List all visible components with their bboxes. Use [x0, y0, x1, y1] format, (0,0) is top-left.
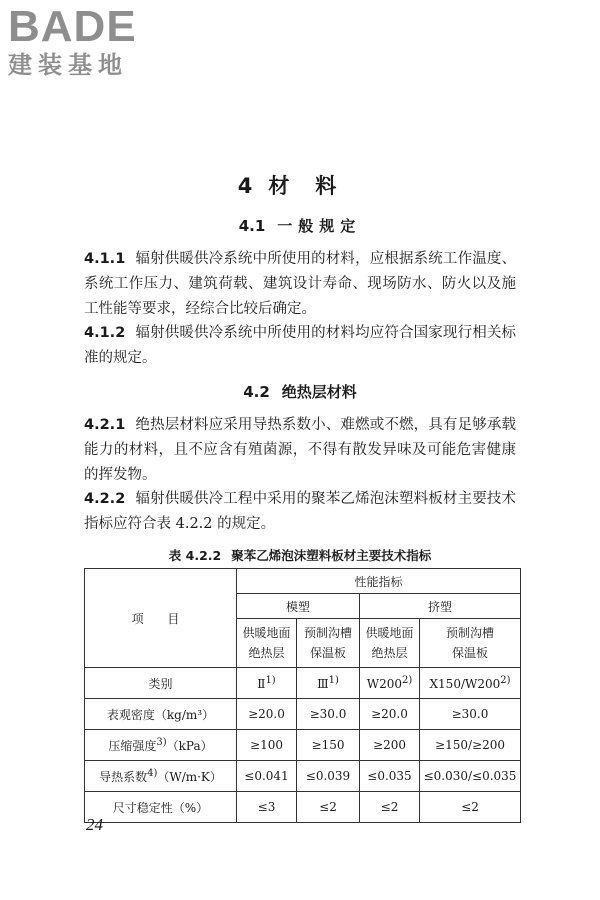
cell-value: ≤2 [319, 800, 337, 814]
publisher-logo [8, 4, 178, 80]
value-cell [360, 761, 420, 792]
sub-header-cell [420, 619, 521, 668]
clause-text: 辐射供暖供冷工程中采用的聚苯乙烯泡沫塑料板材主要技术指标应符合表 4.2.2 的规定。 [84, 491, 516, 532]
row-label-cell [85, 792, 237, 823]
sub-header-line: 预制沟槽 [446, 626, 495, 640]
value-cell [237, 792, 297, 823]
value-cell [360, 668, 420, 699]
cell-value: Ⅲ [317, 677, 329, 691]
clause-number: 4.2.1 [84, 417, 126, 433]
value-cell [237, 668, 297, 699]
logo-subtitle: 建装基地 [8, 51, 128, 79]
clause-text: 绝热层材料应采用导热系数小、难燃或不燃，具有足够承载能力的材料，且不应含有殖菌源，不得有散发异味及可能危害健康的挥发物。 [84, 417, 516, 483]
row-unit: （kPa） [166, 738, 213, 753]
clause-text: 辐射供暖供冷系统中所使用的材料，应根据系统工作温度、系统工作压力、建筑荷载、建筑设计寿命、现场防水、防火以及施工性能等要求，经综合比较后确定。 [84, 251, 516, 317]
table-row [85, 792, 521, 823]
section-heading-4-1 [0, 215, 600, 236]
value-cell [360, 792, 420, 823]
row-unit: （W/m·K） [157, 769, 222, 784]
group-header: 模塑 [285, 599, 310, 614]
clause-4-2-2 [84, 487, 516, 537]
row-label: 表观密度 [106, 707, 155, 722]
cell-value: ≥30.0 [451, 707, 489, 721]
sub-header-line: 供暖地面 [242, 626, 291, 640]
sub-header-line: 预制沟槽 [303, 626, 352, 640]
value-cell [297, 668, 360, 699]
value-cell [237, 730, 297, 761]
value-cell [360, 699, 420, 730]
cell-value: ≤0.030/≤0.035 [423, 769, 517, 783]
clause-4-1-1 [84, 247, 516, 322]
section-number: 4.1 [238, 217, 266, 235]
section-number: 4.2 [243, 383, 270, 401]
sub-header-line: 供暖地面 [365, 626, 414, 640]
cell-value: ≤0.039 [305, 769, 351, 783]
clause-4-1-2 [84, 321, 516, 371]
row-label: 尺寸稳定性 [112, 800, 173, 815]
value-cell [297, 730, 360, 761]
cell-value: ≥200 [373, 738, 406, 752]
section-heading-4-2 [0, 381, 600, 402]
row-label: 导热系数 [99, 769, 148, 784]
row-label-cell [85, 699, 237, 730]
cell-value: ≥20.0 [371, 707, 408, 721]
row-label-cell [85, 730, 237, 761]
group-header: 挤塑 [428, 599, 453, 614]
group-header-cell [360, 594, 521, 619]
perf-header: 性能指标 [354, 574, 403, 589]
sub-header-line: 绝热层 [371, 646, 408, 660]
table-caption [0, 546, 600, 564]
value-cell [237, 761, 297, 792]
item-header: 项 目 [131, 611, 190, 626]
table-row [85, 699, 521, 730]
sub-header-cell [237, 619, 297, 668]
value-cell [297, 792, 360, 823]
clause-text: 辐射供暖供冷系统中所使用的材料均应符合国家现行相关标准的规定。 [84, 325, 516, 366]
cell-value: ≤0.041 [244, 769, 289, 783]
clause-4-2-1 [84, 413, 516, 488]
group-header-cell [237, 594, 360, 619]
value-cell [420, 730, 521, 761]
footnote-ref: 2) [401, 675, 413, 686]
row-label-cell [85, 761, 237, 792]
clause-number: 4.1.2 [84, 325, 126, 341]
row-label: 压缩强度 [108, 738, 157, 753]
value-cell [420, 792, 521, 823]
cell-value: ≤2 [461, 800, 479, 814]
clause-number: 4.2.2 [84, 491, 126, 507]
row-unit: （kg/m³） [154, 707, 215, 722]
table-title: 聚苯乙烯泡沫塑料板材主要技术指标 [231, 548, 432, 563]
footnote-ref: 3) [156, 736, 167, 748]
cell-value: X150/W200 [429, 677, 501, 691]
sub-header-cell [297, 619, 360, 668]
footnote-ref: 2) [500, 675, 511, 686]
table-row [85, 730, 521, 761]
value-cell [420, 761, 521, 792]
cell-value: ≥150 [311, 738, 345, 752]
chapter-title: 材料 [268, 174, 363, 198]
row-label: 类别 [148, 676, 173, 691]
sub-header-line: 绝热层 [248, 646, 285, 660]
row-label-cell [85, 668, 237, 699]
cell-value: ≤0.035 [367, 769, 412, 783]
value-cell [420, 699, 521, 730]
spec-table [84, 568, 521, 823]
item-header-cell [85, 569, 237, 668]
cell-value: W200 [366, 677, 402, 691]
logo-wordmark: BADE [8, 2, 137, 51]
cell-value: ≥150/≥200 [435, 738, 505, 752]
cell-value: Ⅱ [257, 677, 266, 691]
perf-header-cell [237, 569, 521, 594]
value-cell [237, 699, 297, 730]
table-row [85, 761, 521, 792]
value-cell [297, 761, 360, 792]
footnote-ref: 1) [265, 675, 276, 686]
row-unit: （%） [172, 800, 209, 815]
table-header-row [85, 569, 521, 594]
cell-value: ≥30.0 [309, 707, 347, 721]
cell-value: ≤3 [257, 800, 276, 814]
value-cell [297, 699, 360, 730]
sub-header-line: 保温板 [309, 646, 346, 660]
sub-header-cell [360, 619, 420, 668]
footnote-ref: 1) [328, 675, 339, 686]
section-title: 绝热层材料 [281, 383, 357, 401]
value-cell [420, 668, 521, 699]
cell-value: ≤2 [380, 800, 399, 814]
sub-header-line: 保温板 [452, 646, 489, 660]
value-cell [360, 730, 420, 761]
cell-value: ≥100 [250, 738, 283, 752]
chapter-number: 4 [237, 174, 255, 198]
chapter-heading [0, 170, 600, 200]
table-number: 表 4.2.2 [168, 548, 222, 563]
footnote-ref: 4) [147, 767, 158, 779]
cell-value: ≥20.0 [248, 707, 285, 721]
section-title: 一般规定 [277, 217, 362, 235]
table-row [85, 668, 521, 699]
page-number: 24 [86, 815, 103, 834]
clause-number: 4.1.1 [84, 251, 126, 267]
